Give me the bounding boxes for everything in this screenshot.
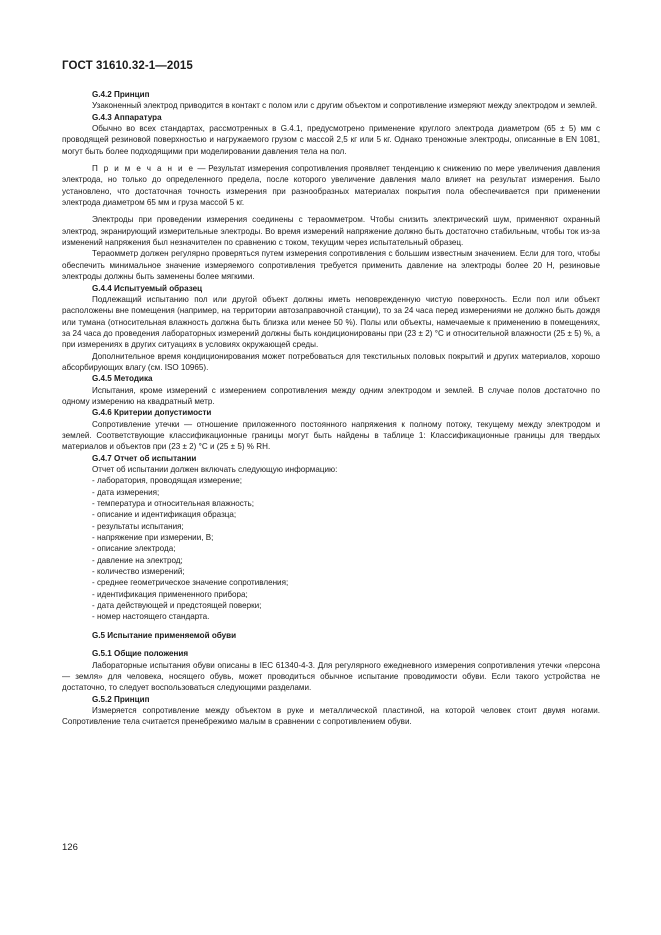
section-heading: G.4.7 Отчет об испытании — [92, 453, 197, 463]
list-item: - описание электрода; — [92, 544, 176, 554]
section-heading: G.4.6 Критерии допустимости — [92, 408, 212, 418]
list-item: - дата измерения; — [92, 487, 160, 497]
section-heading: G.4.5 Методика — [92, 374, 153, 384]
paragraph: Электроды при проведении измерения соединены с тераомметром. Чтобы снизить электрический шум, применяют охранный электрод, экранирующий измерительные электроды. Во время измерений напряжение должно быть достаточно стабильным, чтобы ток из-за изменений напряжения был незначителен по сравнению с током, текущим через испытательный образец. — [62, 215, 600, 248]
note-text: — Результат измерения сопротивления проявляет тенденцию к снижению по мере увеличения давления электрода, но только до определенного предела, после которого увеличение давления мало влияет на результат измерения. Было установлено, что достаточная точность измерения при разнообразных материалах покрытия пола обеспечивается при применении электрода диаметром 65 мм и груза массой 5 кг. — [62, 164, 600, 208]
note-label: П р и м е ч а н и е — [92, 164, 195, 174]
list-item: - количество измерений; — [92, 567, 185, 577]
section-heading: G.4.4 Испытуемый образец — [92, 283, 203, 293]
paragraph: Испытания, кроме измерений с измерением сопротивления между одним электродом и землей. В случае полов достаточно по одному измерению на квадратный метр. — [62, 385, 600, 406]
paragraph: Отчет об испытании должен включать следующую информацию: — [92, 465, 338, 474]
paragraph: Узаконенный электрод приводится в контакт с полом или с другим объектом и сопротивление измеряют между электродом и землей. — [92, 101, 598, 111]
list-item: - описание и идентификация образца; — [92, 510, 237, 520]
note-paragraph — [62, 163, 600, 208]
list-item: - среднее геометрическое значение сопротивления; — [92, 578, 289, 588]
section-heading: G.5.1 Общие положения — [92, 649, 189, 659]
list-item: - идентификация примененного прибора; — [92, 589, 248, 599]
list-item: - номер настоящего стандарта. — [92, 612, 210, 622]
page-content — [62, 89, 600, 728]
list-item: - лаборатория, проводящая измерение; — [92, 476, 243, 486]
section-heading: G.4.3 Аппаратура — [92, 112, 162, 122]
list-item: - давление на электрод; — [92, 555, 183, 565]
report-items-list — [62, 475, 600, 622]
paragraph: Обычно во всех стандартах, рассмотренных в G.4.1, предусмотрено применение круглого электрода диаметром (65 ± 5) мм с проводящей резиновой поверхностью и нагружаемого грузом с массой 2,5 кг или 5 кг. Однако треножные электроды, описанные в EN 1081, могут быть более подходящими при моделировании давления тела на пол. — [62, 124, 600, 156]
paragraph: Тераомметр должен регулярно проверяться путем измерения сопротивления с большим известным значением. Если для того, чтобы обеспечить минимальное значение измеряемого сопротивления требуется применить давление на электроды более 20 Н, резиновые электроды должны быть заменены более мягкими. — [62, 249, 600, 282]
section-heading: G.5.2 Принцип — [92, 694, 150, 704]
list-item: - дата действующей и предстоящей поверки; — [92, 601, 262, 611]
section-heading: G.5 Испытание применяемой обуви — [92, 630, 237, 640]
document-header: ГОСТ 31610.32-1—2015 — [62, 60, 193, 72]
paragraph: Измеряется сопротивление между объектом в руке и металлической пластиной, на которой человек стоит двумя ногами. Сопротивление тела считается пренебрежимо малым в сравнении с сопротивлением обуви. — [62, 705, 600, 727]
section-heading: G.4.2 Принцип — [92, 90, 150, 99]
list-item: - результаты испытания; — [92, 521, 184, 531]
paragraph: Сопротивление утечки — отношение приложенного постоянного напряжения к полному потоку, текущему между электродом и землей. Соответствующие классификационные границы могут быть найдены в таблице 1: Классификационные границы для твердых материалов и объектов при (23 ± 2) °С и (25 ± 5) % RH. — [62, 419, 600, 452]
paragraph: Лабораторные испытания обуви описаны в IEC 61340-4-3. Для регулярного ежедневного измерения сопротивления утечки «персона — земля» для человека, носящего обувь, может проводиться обычное испытание проводимости обуви. Если такого устройства не достаточно, то следует воспользоваться следующими разделами. — [62, 660, 600, 693]
page-number: 126 — [62, 842, 78, 853]
list-item: - напряжение при измерении, В; — [92, 533, 214, 543]
paragraph: Дополнительное время кондиционирования может потребоваться для текстильных половых покрытий и других материалов, хорошо абсорбирующих влагу (см. ISO 10965). — [62, 351, 600, 372]
paragraph: Подлежащий испытанию пол или другой объект должны иметь неповрежденную чистую поверхность. Если пол или объект расположены вне помещения (например, на территории автозаправочной станции), то за 24 часа перед измерениями не должно быть дождя или тумана (относительная влажность должна быть близка или менее 50 %). Полы или объекты, намечаемые к применению в помещениях, за 24 часа до проведения лабораторных измерений должны быть кондиционированы при (23 ± 2) °С и относительной влажности (25 ± 5) %, а при измерениях в других ситуациях в условиях окружающей среды. — [62, 294, 600, 350]
list-item: - температура и относительная влажность; — [92, 499, 255, 509]
